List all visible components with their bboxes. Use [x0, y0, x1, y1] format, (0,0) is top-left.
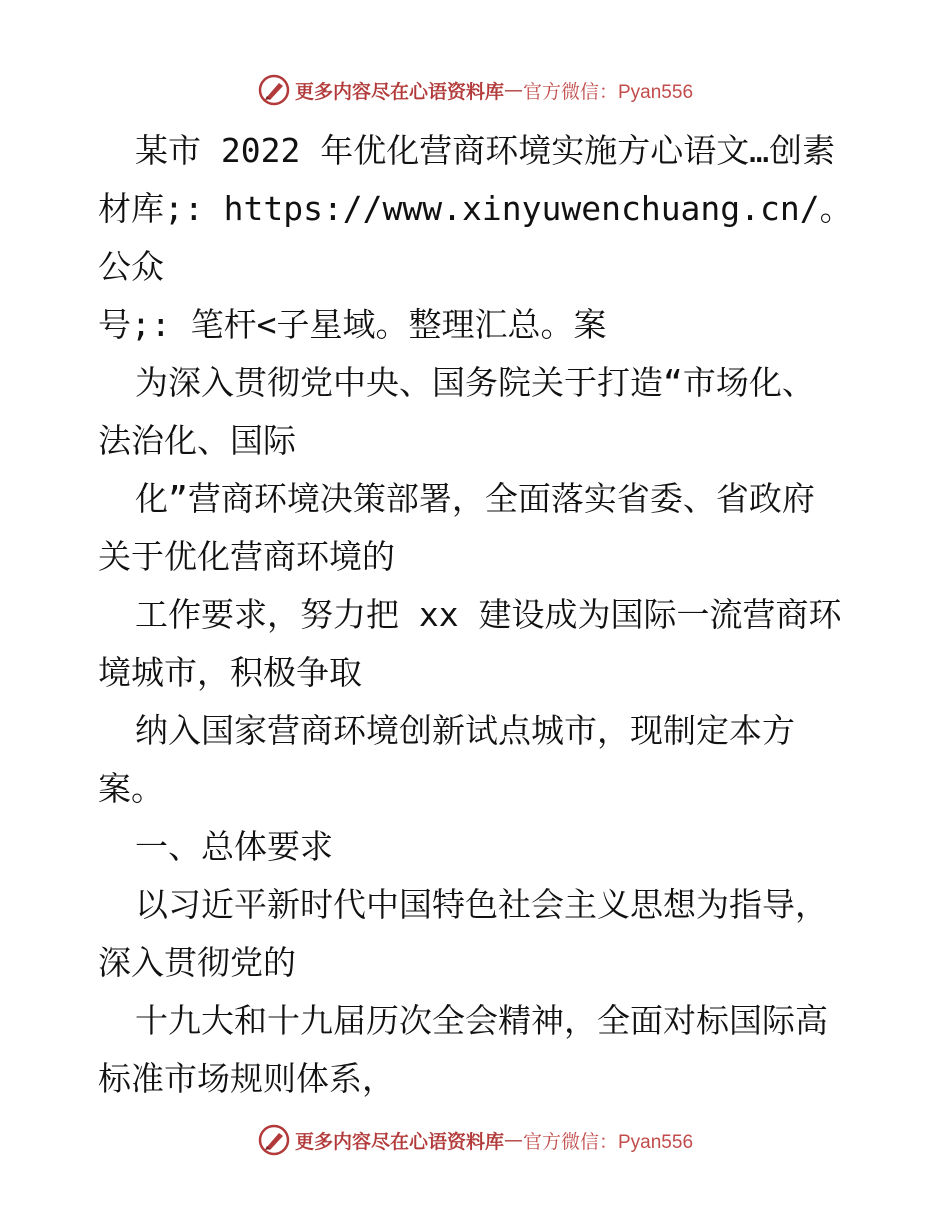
line-11: 案。: [98, 769, 164, 808]
line-8: 工作要求，努力把 xx 建设成为国际一流营商环: [135, 595, 842, 634]
banner-wechat-text: 官方微信：Pyan556: [523, 81, 694, 103]
banner-wechat-text: 官方微信：Pyan556: [523, 1131, 694, 1153]
line-6: 化”营商环境决策部署，全面落实省委、省政府: [135, 479, 815, 518]
banner-dash: —: [504, 1129, 523, 1151]
section-heading: 一、总体要求: [135, 827, 333, 866]
line-16: 标准市场规则体系，: [98, 1059, 395, 1098]
banner-dash: —: [504, 79, 523, 101]
pen-nib-logo-icon: [257, 1123, 291, 1157]
line-2: 材库;: https://www.xinyuwenchuang.cn/。公众: [98, 189, 853, 286]
line-7: 关于优化营商环境的: [98, 537, 395, 576]
line-10: 纳入国家营商环境创新试点城市，现制定本方: [135, 711, 795, 750]
line-4: 为深入贯彻党中央、国务院关于打造“市场化、: [135, 363, 815, 402]
line-3: 号;: 笔杆<子星域。整理汇总。案: [98, 305, 607, 344]
line-13: 以习近平新时代中国特色社会主义思想为指导，: [135, 885, 828, 924]
footer-banner: [0, 1120, 950, 1160]
document-body: [98, 122, 858, 1108]
banner-main-text: 更多内容尽在心语资料库: [294, 1130, 504, 1153]
header-banner: [0, 70, 950, 110]
line-9: 境城市，积极争取: [98, 653, 362, 692]
pen-nib-logo-icon: [257, 73, 291, 107]
banner-main-text: 更多内容尽在心语资料库: [294, 80, 504, 103]
line-14: 深入贯彻党的: [98, 943, 296, 982]
line-15: 十九大和十九届历次全会精神，全面对标国际高: [135, 1001, 828, 1040]
line-1: 某市 2022 年优化营商环境实施方心语文…创素: [135, 131, 836, 170]
line-5: 法治化、国际: [98, 421, 296, 460]
